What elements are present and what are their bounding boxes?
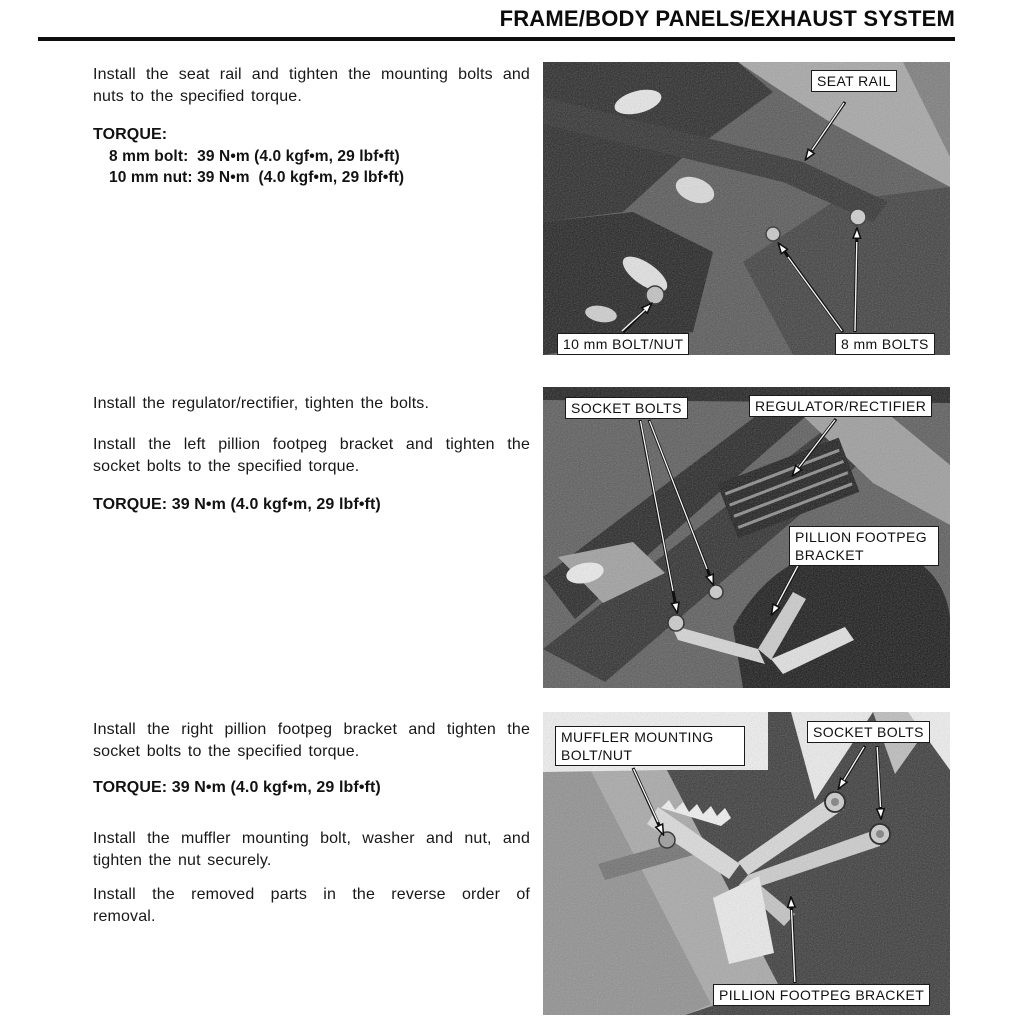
photo-seat-rail	[543, 62, 950, 355]
callout-socket-bolts: SOCKET BOLTS	[807, 721, 930, 743]
callout-muffler-mounting-bolt-nut: MUFFLER MOUNTING BOLT/NUT	[555, 726, 745, 766]
torque-spec-8mm: 8 mm bolt: 39 N•m (4.0 kgf•m, 29 lbf•ft)	[109, 148, 400, 165]
torque-heading: TORQUE:	[93, 126, 168, 143]
torque-spec-10mm: 10 mm nut: 39 N•m (4.0 kgf•m, 29 lbf•ft)	[109, 169, 405, 186]
callout-pillion-footpeg-bracket: PILLION FOOTPEG BRACKET	[713, 984, 930, 1006]
instruction-right-pillion: Install the right pillion footpeg bracket and tighten the socket bolts to the specified torque.	[93, 721, 530, 760]
instruction-regulator: Install the regulator/rectifier, tighten the bolts.	[93, 395, 430, 412]
page-title: FRAME/BODY PANELS/EXHAUST SYSTEM	[499, 6, 955, 31]
photo-regulator-rectifier	[543, 387, 950, 688]
torque-spec-left-pillion: TORQUE: 39 N•m (4.0 kgf•m, 29 lbf•ft)	[93, 496, 381, 513]
torque-spec-right-pillion: TORQUE: 39 N•m (4.0 kgf•m, 29 lbf•ft)	[93, 779, 381, 796]
callout-regulator-rectifier: REGULATOR/RECTIFIER	[749, 395, 932, 417]
instruction-left-pillion: Install the left pillion footpeg bracket and tighten the socket bolts to the specified torque.	[93, 436, 530, 475]
arrow-8mm-bolt-right	[855, 229, 857, 332]
instruction-seat-rail: Install the seat rail and tighten the mounting bolts and nuts to the specified torque.	[93, 66, 530, 105]
instruction-muffler-bolt: Install the muffler mounting bolt, washer and nut, and tighten the nut securely.	[93, 830, 530, 869]
seat-rail-photo-illustration	[543, 62, 950, 355]
callout-seat-rail: SEAT RAIL	[811, 70, 897, 92]
callout-8mm-bolts: 8 mm BOLTS	[835, 333, 935, 355]
callout-pillion-footpeg-bracket: PILLION FOOTPEG BRACKET	[789, 526, 939, 566]
callout-10mm-bolt-nut: 10 mm BOLT/NUT	[557, 333, 689, 355]
header-rule	[38, 37, 955, 41]
callout-socket-bolts: SOCKET BOLTS	[565, 397, 688, 419]
instruction-reverse-order: Install the removed parts in the reverse order of removal.	[93, 886, 530, 925]
photo-muffler-mounting	[543, 712, 950, 1015]
